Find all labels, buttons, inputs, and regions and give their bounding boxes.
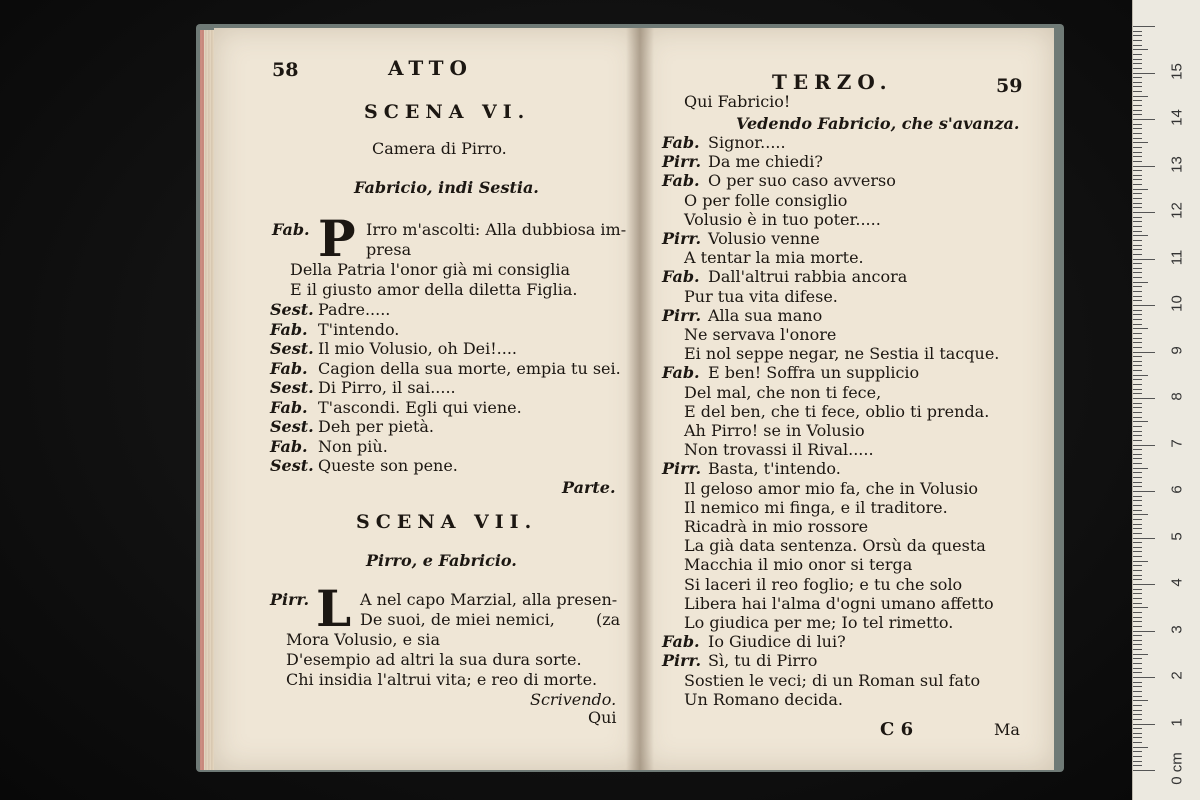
ruler-tick bbox=[1133, 421, 1148, 422]
ruler-tick bbox=[1133, 379, 1142, 380]
ruler-tick bbox=[1133, 691, 1142, 692]
ruler-tick bbox=[1133, 393, 1142, 394]
ruler-tick bbox=[1133, 556, 1142, 557]
scene-characters: Fabricio, indi Sestia. bbox=[354, 178, 539, 197]
dialogue-line: De suoi, de miei nemici, bbox=[360, 610, 555, 629]
ruler-tick bbox=[1133, 496, 1142, 497]
ruler-tick bbox=[1133, 189, 1148, 190]
dialogue-line: La già data sentenza. Orsù da questa bbox=[684, 536, 986, 556]
ruler-tick bbox=[1133, 668, 1142, 669]
ruler-tick bbox=[1133, 579, 1142, 580]
ruler-tick bbox=[1133, 328, 1148, 329]
ruler-tick bbox=[1133, 747, 1148, 748]
ruler-tick bbox=[1133, 138, 1142, 139]
ruler-tick bbox=[1133, 124, 1142, 125]
page-number: 59 bbox=[996, 75, 1023, 97]
speaker-label: Fab. bbox=[662, 267, 700, 287]
ruler-tick bbox=[1133, 235, 1148, 236]
ruler-tick bbox=[1133, 300, 1142, 301]
dialogue-line: E il giusto amor della diletta Figlia. bbox=[290, 280, 578, 299]
dialogue-line: Di Pirro, il sai..... bbox=[318, 378, 456, 397]
ruler-label: 12 bbox=[1168, 202, 1186, 219]
ruler-tick bbox=[1133, 128, 1142, 129]
speaker-label: Fab. bbox=[270, 319, 308, 339]
ruler-tick bbox=[1133, 96, 1148, 97]
ruler-tick bbox=[1133, 635, 1142, 636]
ruler-label: 14 bbox=[1168, 109, 1186, 126]
ruler-tick bbox=[1133, 389, 1142, 390]
ruler-tick bbox=[1133, 40, 1142, 41]
dialogue-line: Del mal, che non ti fece, bbox=[684, 382, 882, 402]
ruler-tick bbox=[1133, 658, 1142, 659]
running-head: TERZO. bbox=[772, 70, 893, 94]
dialogue-line: Ne servava l'onore bbox=[684, 325, 837, 344]
ruler-tick bbox=[1133, 417, 1142, 418]
dialogue-line: Queste son pene. bbox=[318, 456, 458, 475]
dialogue-line: Macchia il mio onor si terga bbox=[684, 555, 913, 575]
ruler-tick bbox=[1133, 445, 1155, 446]
ruler-tick bbox=[1133, 365, 1142, 366]
ruler-tick bbox=[1133, 100, 1142, 101]
ruler-tick bbox=[1133, 212, 1155, 213]
ruler-tick bbox=[1133, 272, 1142, 273]
dialogue-line: presa bbox=[366, 240, 412, 259]
ruler-tick bbox=[1133, 31, 1142, 32]
ruler-tick bbox=[1133, 203, 1142, 204]
ruler-tick bbox=[1133, 361, 1142, 362]
running-head: ATTO bbox=[388, 56, 473, 80]
ruler-tick bbox=[1133, 221, 1142, 222]
ruler-tick bbox=[1133, 584, 1155, 585]
ruler-tick bbox=[1133, 254, 1142, 255]
ruler-tick bbox=[1133, 644, 1142, 645]
ruler-label: 13 bbox=[1168, 155, 1186, 173]
ruler-tick bbox=[1133, 54, 1142, 55]
dialogue-line: Lo giudica per me; Io tel rimetto. bbox=[684, 613, 954, 632]
measuring-ruler bbox=[1132, 0, 1200, 800]
dialogue-line: Signor..... bbox=[708, 133, 786, 152]
ruler-tick bbox=[1133, 765, 1142, 766]
ruler-tick bbox=[1133, 663, 1142, 664]
scene-title: SCENA VII. bbox=[356, 511, 538, 533]
dialogue-line: A tentar la mia morte. bbox=[684, 248, 864, 268]
speaker-label: Fab. bbox=[662, 632, 700, 652]
ruler-tick bbox=[1133, 105, 1142, 106]
ruler-tick bbox=[1133, 547, 1142, 548]
ruler-tick bbox=[1133, 407, 1142, 408]
dialogue-line: Ricadrà in mio rossore bbox=[684, 517, 869, 536]
ruler-tick bbox=[1133, 370, 1142, 371]
ruler-tick bbox=[1133, 45, 1142, 46]
ruler-tick bbox=[1133, 463, 1142, 464]
dialogue-line: O per folle consiglio bbox=[684, 190, 848, 210]
dialogue-line: O per suo caso avverso bbox=[708, 171, 896, 191]
ruler-tick bbox=[1133, 310, 1142, 311]
ruler-label: 9 bbox=[1168, 345, 1186, 355]
ruler-tick bbox=[1133, 240, 1142, 241]
ruler-tick bbox=[1133, 454, 1142, 455]
speaker-label: Pirr. bbox=[662, 229, 702, 248]
catchword: Ma bbox=[994, 720, 1020, 739]
speaker-label: Sest. bbox=[270, 456, 314, 475]
book-gutter bbox=[626, 28, 654, 770]
ruler-tick bbox=[1133, 561, 1148, 562]
dialogue-line: Alla sua mano bbox=[708, 305, 823, 325]
dialogue-line: E del ben, che ti fece, oblio ti prenda. bbox=[684, 401, 990, 421]
ruler-tick bbox=[1133, 412, 1142, 413]
scene-title: SCENA VI. bbox=[364, 101, 531, 123]
dialogue-line: A nel capo Marzial, alla presen- bbox=[360, 590, 618, 609]
ruler-tick bbox=[1133, 724, 1155, 725]
ruler-tick bbox=[1133, 533, 1142, 534]
speaker-label: Sest. bbox=[270, 378, 314, 397]
ruler-tick bbox=[1133, 705, 1142, 706]
ruler-tick bbox=[1133, 338, 1142, 339]
ruler-tick bbox=[1133, 700, 1148, 701]
scene-characters: Pirro, e Fabricio. bbox=[366, 551, 517, 570]
ruler-tick bbox=[1133, 375, 1148, 376]
dialogue-line: Il mio Volusio, oh Dei!.... bbox=[318, 339, 518, 358]
dialogue-line: Il nemico mi finga, e il traditore. bbox=[684, 497, 948, 517]
ruler-tick bbox=[1133, 737, 1142, 738]
ruler-tick bbox=[1133, 179, 1142, 180]
ruler-tick bbox=[1133, 612, 1142, 613]
scene-location: Camera di Pirro. bbox=[372, 139, 507, 158]
ruler-tick bbox=[1133, 538, 1155, 539]
ruler-tick bbox=[1133, 398, 1155, 399]
ruler-tick bbox=[1133, 142, 1148, 143]
ruler-tick bbox=[1133, 161, 1142, 162]
ruler-tick bbox=[1133, 500, 1142, 501]
ruler-tick bbox=[1133, 166, 1155, 167]
ruler-tick bbox=[1133, 133, 1142, 134]
ruler-tick bbox=[1133, 751, 1142, 752]
ruler-tick bbox=[1133, 296, 1142, 297]
ruler-tick bbox=[1133, 710, 1142, 711]
ruler-label: 4 bbox=[1168, 578, 1186, 587]
ruler-tick bbox=[1133, 672, 1142, 673]
ruler-tick bbox=[1133, 603, 1142, 604]
ruler-tick bbox=[1133, 626, 1142, 627]
ruler-tick bbox=[1133, 598, 1142, 599]
ruler-tick bbox=[1133, 449, 1142, 450]
ruler-tick bbox=[1133, 68, 1142, 69]
ruler-tick bbox=[1133, 756, 1142, 757]
ruler-tick bbox=[1133, 82, 1142, 83]
ruler-tick bbox=[1133, 714, 1142, 715]
ruler-tick bbox=[1133, 514, 1148, 515]
ruler-tick bbox=[1133, 231, 1142, 232]
ruler-tick bbox=[1133, 551, 1142, 552]
ruler-label: 6 bbox=[1168, 485, 1186, 494]
ruler-label: 1 bbox=[1168, 717, 1186, 727]
dialogue-line: Libera hai l'alma d'ogni umano affetto bbox=[684, 593, 994, 613]
page-number: 58 bbox=[272, 59, 299, 81]
dialogue-line: Ei nol seppe negar, ne Sestia il tacque. bbox=[684, 344, 1000, 364]
dialogue-line: D'esempio ad altri la sua dura sorte. bbox=[286, 650, 582, 669]
dialogue-line: Non trovassi il Rival..... bbox=[684, 440, 874, 460]
dialogue-line: (za bbox=[596, 610, 621, 629]
ruler-tick bbox=[1133, 742, 1142, 743]
ruler-tick bbox=[1133, 505, 1142, 506]
ruler-tick bbox=[1133, 621, 1142, 622]
dialogue-line: Qui Fabricio! bbox=[684, 92, 791, 111]
dialogue-line: Chi insidia l'altrui vita; e reo di morte. bbox=[286, 670, 598, 689]
dialogue-line: Si laceri il reo foglio; e tu che solo bbox=[684, 574, 963, 594]
speaker-label: Sest. bbox=[270, 339, 314, 358]
speaker-label: Pirr. bbox=[662, 651, 702, 671]
ruler-tick bbox=[1133, 305, 1155, 306]
ruler-tick bbox=[1133, 719, 1142, 720]
ruler-tick bbox=[1133, 384, 1142, 385]
ruler-tick bbox=[1133, 631, 1155, 632]
ruler-tick bbox=[1133, 519, 1142, 520]
dialogue-line: Padre..... bbox=[318, 300, 391, 319]
signature-mark: C 6 bbox=[880, 719, 914, 740]
ruler-tick bbox=[1133, 440, 1142, 441]
dialogue-line: Io Giudice di lui? bbox=[708, 632, 846, 652]
ruler-tick bbox=[1133, 589, 1142, 590]
ruler-tick bbox=[1133, 49, 1148, 50]
ruler-label: 5 bbox=[1168, 531, 1186, 541]
dialogue-line: Volusio venne bbox=[708, 229, 820, 248]
ruler-tick bbox=[1133, 356, 1142, 357]
ruler-tick bbox=[1133, 403, 1142, 404]
ruler-tick bbox=[1133, 170, 1142, 171]
ruler-tick bbox=[1133, 198, 1142, 199]
ruler-tick bbox=[1133, 696, 1142, 697]
speaker-label: Fab. bbox=[662, 171, 700, 191]
ruler-tick bbox=[1133, 607, 1148, 608]
ruler-tick bbox=[1133, 654, 1148, 655]
ruler-tick bbox=[1133, 63, 1142, 64]
dialogue-line: Basta, t'intendo. bbox=[708, 459, 841, 479]
ruler-tick bbox=[1133, 207, 1142, 208]
dialogue-line: Sostien le veci; di un Roman sul fato bbox=[684, 670, 981, 690]
dialogue-line: Cagion della sua morte, empia tu sei. bbox=[318, 358, 621, 378]
ruler-tick bbox=[1133, 114, 1142, 115]
speaker-label: Fab. bbox=[270, 397, 308, 417]
ruler-label: 10 bbox=[1168, 295, 1186, 312]
ruler-tick bbox=[1133, 110, 1142, 111]
ruler-tick bbox=[1133, 217, 1142, 218]
ruler-tick bbox=[1133, 565, 1142, 566]
ruler-tick bbox=[1133, 245, 1142, 246]
ruler-tick bbox=[1133, 193, 1142, 194]
ruler-tick bbox=[1133, 431, 1142, 432]
ruler-tick bbox=[1133, 268, 1142, 269]
ruler-label: 7 bbox=[1168, 438, 1186, 448]
ruler-tick bbox=[1133, 91, 1142, 92]
ruler-tick bbox=[1133, 291, 1142, 292]
ruler-tick bbox=[1133, 458, 1142, 459]
ruler-tick bbox=[1133, 156, 1142, 157]
ruler-tick bbox=[1133, 35, 1142, 36]
ruler-tick bbox=[1133, 770, 1155, 771]
ruler-tick bbox=[1133, 152, 1142, 153]
speaker-label: Pirr. bbox=[662, 459, 702, 479]
ruler-tick bbox=[1133, 575, 1142, 576]
ruler-tick bbox=[1133, 468, 1148, 469]
ruler-tick bbox=[1133, 524, 1142, 525]
ruler-tick bbox=[1133, 175, 1142, 176]
dialogue-line: Volusio è in tuo poter..... bbox=[684, 209, 881, 229]
ruler-tick bbox=[1133, 510, 1142, 511]
ruler-tick bbox=[1133, 73, 1155, 74]
ruler-tick bbox=[1133, 26, 1155, 27]
ruler-tick bbox=[1133, 282, 1148, 283]
stage-direction: Scrivendo. bbox=[530, 690, 617, 709]
ruler-tick bbox=[1133, 277, 1142, 278]
ruler-tick bbox=[1133, 477, 1142, 478]
dialogue-line: T'intendo. bbox=[318, 319, 400, 339]
dialogue-line: Il geloso amor mio fa, che in Volusio bbox=[684, 478, 979, 498]
catchword: Qui bbox=[588, 708, 617, 727]
ruler-tick bbox=[1133, 640, 1142, 641]
ruler-tick bbox=[1133, 259, 1155, 260]
dialogue-line: Irro m'ascolti: Alla dubbiosa im- bbox=[366, 220, 627, 239]
ruler-tick bbox=[1133, 59, 1142, 60]
drop-cap: L bbox=[316, 579, 352, 638]
ruler-tick bbox=[1133, 482, 1142, 483]
dialogue-line: E ben! Soffra un supplicio bbox=[708, 363, 920, 383]
dialogue-line: Non più. bbox=[318, 436, 388, 456]
drop-cap: P bbox=[318, 209, 356, 268]
ruler-tick bbox=[1133, 472, 1142, 473]
speaker-label: Pirr. bbox=[270, 590, 310, 609]
speaker-label: Fab. bbox=[272, 220, 310, 239]
ruler-tick bbox=[1133, 491, 1155, 492]
ruler-tick bbox=[1133, 761, 1142, 762]
stage-direction: Parte. bbox=[562, 478, 616, 497]
ruler-tick bbox=[1133, 617, 1142, 618]
speaker-label: Fab. bbox=[270, 436, 308, 456]
ruler-tick bbox=[1133, 249, 1142, 250]
ruler-tick bbox=[1133, 593, 1142, 594]
dialogue-line: Sì, tu di Pirro bbox=[708, 651, 818, 671]
ruler-tick bbox=[1133, 333, 1142, 334]
ruler-label: 0 cm bbox=[1168, 752, 1186, 785]
ruler-tick bbox=[1133, 733, 1142, 734]
speaker-label: Sest. bbox=[270, 300, 314, 319]
stage-direction: Vedendo Fabricio, che s'avanza. bbox=[736, 114, 1020, 133]
ruler-tick bbox=[1133, 426, 1142, 427]
ruler-tick bbox=[1133, 314, 1142, 315]
ruler-tick bbox=[1133, 542, 1142, 543]
ruler-tick bbox=[1133, 347, 1142, 348]
dialogue-line: Da me chiedi? bbox=[708, 152, 823, 172]
dialogue-line: Dall'altrui rabbia ancora bbox=[708, 267, 908, 287]
ruler-label: 15 bbox=[1168, 62, 1186, 80]
ruler-tick bbox=[1133, 342, 1142, 343]
ruler-tick bbox=[1133, 184, 1142, 185]
ruler-tick bbox=[1133, 119, 1155, 120]
dialogue-line: Mora Volusio, e sia bbox=[286, 630, 440, 649]
ruler-tick bbox=[1133, 686, 1142, 687]
ruler-tick bbox=[1133, 86, 1142, 87]
dialogue-line: Pur tua vita difese. bbox=[684, 286, 838, 306]
ruler-label: 11 bbox=[1168, 249, 1186, 265]
ruler-tick bbox=[1133, 226, 1142, 227]
ruler-tick bbox=[1133, 677, 1155, 678]
ruler-tick bbox=[1133, 435, 1142, 436]
ruler-tick bbox=[1133, 486, 1142, 487]
ruler-tick bbox=[1133, 263, 1142, 264]
ruler-tick bbox=[1133, 324, 1142, 325]
speaker-label: Pirr. bbox=[662, 305, 702, 325]
ruler-tick bbox=[1133, 77, 1142, 78]
ruler-tick bbox=[1133, 728, 1142, 729]
ruler-tick bbox=[1133, 352, 1155, 353]
ruler-tick bbox=[1133, 649, 1142, 650]
speaker-label: Pirr. bbox=[662, 152, 702, 172]
dialogue-line: Deh per pietà. bbox=[318, 417, 435, 436]
ruler-tick bbox=[1133, 319, 1142, 320]
ruler-label: 8 bbox=[1168, 392, 1186, 401]
ruler-tick bbox=[1133, 147, 1142, 148]
ruler-tick bbox=[1133, 682, 1142, 683]
speaker-label: Fab. bbox=[270, 358, 308, 378]
speaker-label: Fab. bbox=[662, 363, 700, 383]
speaker-label: Sest. bbox=[270, 417, 314, 436]
dialogue-line: Della Patria l'onor già mi consiglia bbox=[290, 260, 570, 279]
ruler-tick bbox=[1133, 570, 1142, 571]
dialogue-line: Un Romano decida. bbox=[684, 689, 843, 709]
ruler-label: 2 bbox=[1168, 671, 1186, 680]
dialogue-line: T'ascondi. Egli qui viene. bbox=[318, 397, 522, 417]
speaker-label: Fab. bbox=[662, 133, 700, 152]
ruler-label: 3 bbox=[1168, 624, 1186, 634]
dialogue-line: Ah Pirro! se in Volusio bbox=[684, 421, 865, 440]
ruler-tick bbox=[1133, 286, 1142, 287]
ruler-tick bbox=[1133, 528, 1142, 529]
